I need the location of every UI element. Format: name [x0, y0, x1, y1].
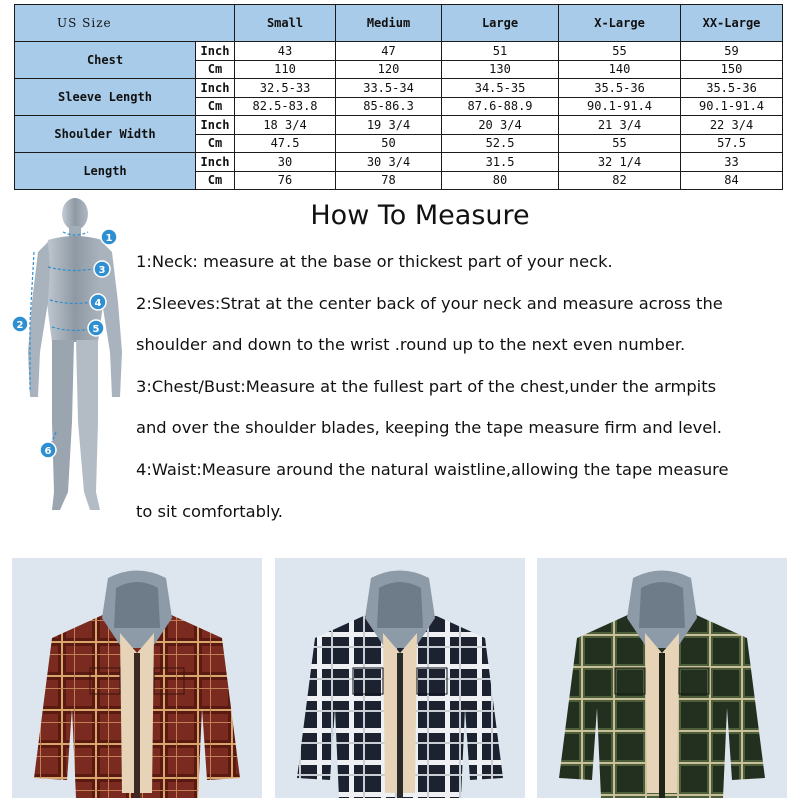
table-cell: 87.6-88.9 [442, 97, 559, 116]
table-cell: 82.5-83.8 [235, 97, 336, 116]
marker-2-label: 2 [16, 320, 24, 331]
product-photo-red-plaid [12, 558, 262, 798]
table-cell: 32 1/4 [559, 153, 681, 172]
how-to-measure-title: How To Measure [310, 200, 530, 231]
shoulder-width-label: Shoulder Width [15, 116, 196, 153]
marker-3-label: 3 [98, 265, 106, 276]
body-measurement-figure [8, 192, 133, 522]
size-chart-title: US Size [15, 5, 235, 42]
table-cell: 47 [336, 42, 442, 61]
table-cell: 43 [235, 42, 336, 61]
unit-cm: Cm [196, 171, 235, 190]
unit-inch: Inch [196, 42, 235, 61]
sleeve-inch-row [15, 79, 783, 98]
table-cell: 82 [559, 171, 681, 190]
size-xlarge-header: X-Large [559, 5, 681, 42]
instruction-line: to sit comfortably. [136, 501, 283, 521]
unit-inch: Inch [196, 153, 235, 172]
marker-6 [40, 442, 56, 458]
table-cell: 30 [235, 153, 336, 172]
table-cell: 32.5-33 [235, 79, 336, 98]
length-label: Length [15, 153, 196, 190]
product-photo-green-plaid [537, 558, 787, 798]
table-cell: 33.5-34 [336, 79, 442, 98]
marker-6-label: 6 [44, 446, 52, 457]
table-cell: 35.5-36 [681, 79, 783, 98]
marker-4-label: 4 [94, 298, 102, 309]
instruction-line: shoulder and down to the wrist .round up to the next even number. [136, 335, 686, 355]
marker-4 [90, 294, 106, 310]
table-cell: 30 3/4 [336, 153, 442, 172]
table-cell: 120 [336, 60, 442, 79]
instruction-line: 4:Waist:Measure around the natural waistline,allowing the tape measure [136, 459, 729, 479]
unit-inch: Inch [196, 116, 235, 135]
table-cell: 78 [336, 171, 442, 190]
marker-5-label: 5 [92, 324, 100, 335]
size-chart-table [14, 4, 783, 190]
chest-inch-row [15, 42, 783, 61]
unit-cm: Cm [196, 97, 235, 116]
measure-instructions [136, 248, 786, 539]
table-cell: 150 [681, 60, 783, 79]
marker-layer [8, 192, 133, 522]
instruction-line: 1:Neck: measure at the base or thickest part of your neck. [136, 252, 613, 271]
size-small-header: Small [235, 5, 336, 42]
unit-cm: Cm [196, 60, 235, 79]
chest-label: Chest [15, 42, 196, 79]
table-cell: 51 [442, 42, 559, 61]
instruction-line: and over the shoulder blades, keeping the tape measure firm and level. [136, 418, 722, 438]
table-cell: 55 [559, 42, 681, 61]
jacket-red-plaid-image [12, 558, 262, 798]
unit-cm: Cm [196, 134, 235, 153]
table-cell: 18 3/4 [235, 116, 336, 135]
table-cell: 90.1-91.4 [559, 97, 681, 116]
table-cell: 55 [559, 134, 681, 153]
jacket-green-plaid-image [537, 558, 787, 798]
marker-2 [12, 316, 28, 332]
unit-inch: Inch [196, 79, 235, 98]
table-cell: 34.5-35 [442, 79, 559, 98]
product-photo-black-plaid [275, 558, 525, 798]
instruction-line: 3:Chest/Bust:Measure at the fullest part of the chest,under the armpits [136, 376, 717, 396]
table-cell: 52.5 [442, 134, 559, 153]
table-cell: 47.5 [235, 134, 336, 153]
table-cell: 57.5 [681, 134, 783, 153]
jacket-black-plaid-image [275, 558, 525, 798]
marker-1-label: 1 [105, 233, 113, 244]
size-header-row [15, 5, 783, 42]
size-xxlarge-header: XX-Large [681, 5, 783, 42]
table-cell: 19 3/4 [336, 116, 442, 135]
marker-3 [94, 261, 110, 277]
table-cell: 31.5 [442, 153, 559, 172]
table-cell: 80 [442, 171, 559, 190]
table-cell: 20 3/4 [442, 116, 559, 135]
table-cell: 21 3/4 [559, 116, 681, 135]
size-large-header: Large [442, 5, 559, 42]
table-cell: 140 [559, 60, 681, 79]
table-cell: 76 [235, 171, 336, 190]
instruction-line: 2:Sleeves:Strat at the center back of your neck and measure across the [136, 293, 723, 313]
table-cell: 85-86.3 [336, 97, 442, 116]
shoulder-inch-row [15, 116, 783, 135]
table-cell: 130 [442, 60, 559, 79]
table-cell: 84 [681, 171, 783, 190]
table-cell: 35.5-36 [559, 79, 681, 98]
table-cell: 59 [681, 42, 783, 61]
table-cell: 50 [336, 134, 442, 153]
table-cell: 110 [235, 60, 336, 79]
table-cell: 22 3/4 [681, 116, 783, 135]
table-cell: 90.1-91.4 [681, 97, 783, 116]
marker-1 [101, 229, 117, 245]
length-inch-row [15, 153, 783, 172]
marker-5 [88, 320, 104, 336]
size-medium-header: Medium [336, 5, 442, 42]
sleeve-length-label: Sleeve Length [15, 79, 196, 116]
table-cell: 33 [681, 153, 783, 172]
